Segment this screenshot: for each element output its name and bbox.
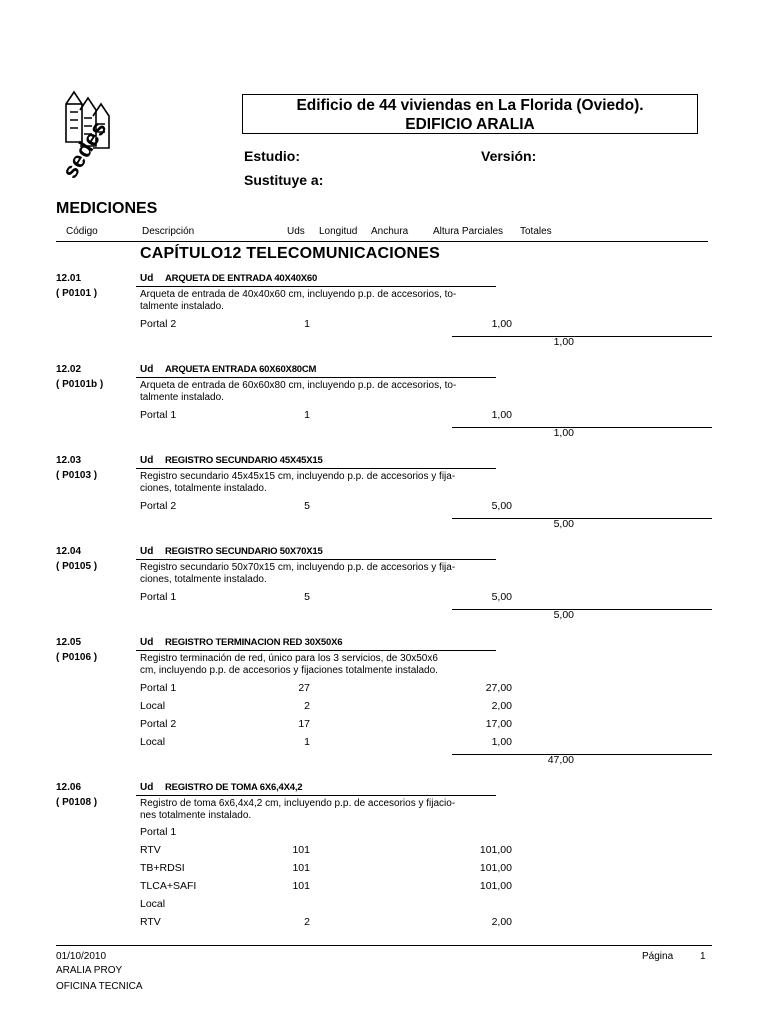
header-divider — [56, 241, 708, 242]
sum-rule — [452, 336, 712, 337]
item-name: REGISTRO SECUNDARIO 50X70X15 — [165, 546, 323, 557]
item-name: REGISTRO TERMINACION RED 30X50X6 — [165, 637, 343, 648]
sedes-logo — [60, 86, 130, 186]
item-total: 5,00 — [553, 518, 574, 530]
footer-project: ARALIA PROY — [56, 965, 123, 976]
line-parcial: 1,00 — [491, 409, 512, 421]
line-parcial: 2,00 — [491, 916, 512, 928]
section-title: MEDICIONES — [56, 200, 158, 217]
line-uds: 101 — [292, 862, 310, 874]
line-parcial: 1,00 — [491, 736, 512, 748]
line-label: Portal 2 — [140, 500, 177, 512]
line-label: TLCA+SAFI — [140, 880, 197, 892]
desc-line: cm, incluyendo p.p. de accesorios y fijaciones totalmente instalado. — [140, 665, 438, 676]
desc-line: ciones, totalmente instalado. — [140, 483, 267, 494]
building-name: EDIFICIO ARALIA — [405, 116, 535, 133]
desc-line: talmente instalado. — [140, 301, 224, 312]
line-label: Portal 2 — [140, 318, 177, 330]
item-unit: Ud — [140, 364, 154, 375]
item-unit: Ud — [140, 273, 154, 284]
logo-text: sedes — [60, 116, 112, 183]
item-code: 12.04 — [56, 546, 82, 557]
col-altura-parciales: Altura Parciales — [433, 226, 504, 237]
footer-page-label: Página — [642, 951, 674, 962]
item-code: 12.06 — [56, 782, 82, 793]
sum-rule — [452, 609, 712, 610]
item-title-rule — [136, 286, 496, 287]
line-parcial: 1,00 — [491, 318, 512, 330]
item-unit: Ud — [140, 637, 154, 648]
line-label: Local — [140, 898, 166, 910]
item-title-rule — [136, 559, 496, 560]
sum-rule — [452, 754, 712, 755]
sedes-logo-graphic — [60, 86, 130, 186]
line-label: TB+RDSI — [140, 862, 185, 874]
line-uds: 27 — [298, 682, 310, 694]
sum-rule — [452, 427, 712, 428]
line-label: Portal 1 — [140, 591, 177, 603]
line-uds: 2 — [304, 700, 310, 712]
item-title-rule — [136, 377, 496, 378]
item-description — [140, 562, 495, 586]
project-title-box — [242, 94, 698, 134]
line-label: Portal 1 — [140, 409, 177, 421]
line-uds: 101 — [292, 844, 310, 856]
desc-line: Arqueta de entrada de 60x60x80 cm, incluyendo p.p. de accesorios, to- — [140, 380, 457, 391]
item-code: 12.03 — [56, 455, 82, 466]
desc-line: Registro secundario 50x70x15 cm, incluyendo p.p. de accesorios y fija- — [140, 562, 456, 573]
desc-line: Registro terminación de red, único para los 3 servicios, de 30x50x6 — [140, 653, 438, 664]
item-name: REGISTRO SECUNDARIO 45X45X15 — [165, 455, 323, 466]
col-uds: Uds — [287, 226, 305, 237]
line-parcial: 101,00 — [479, 862, 512, 874]
estudio-label: Estudio: — [244, 148, 300, 164]
item-description — [140, 289, 495, 313]
line-uds: 2 — [304, 916, 310, 928]
footer-office: OFICINA TECNICA — [56, 981, 143, 992]
line-uds: 5 — [304, 591, 310, 603]
item-ref: ( P0105 ) — [56, 561, 98, 572]
line-label: Local — [140, 700, 166, 712]
footer-divider — [56, 945, 712, 946]
item-name: ARQUETA DE ENTRADA 40X40X60 — [165, 273, 318, 284]
item-name: ARQUETA ENTRADA 60X60X80CM — [165, 364, 317, 375]
line-parcial: 2,00 — [491, 700, 512, 712]
item-title-rule — [136, 650, 496, 651]
sustituye-label: Sustituye a: — [244, 172, 324, 188]
item-ref: ( P0101 ) — [56, 288, 98, 299]
line-uds: 1 — [304, 318, 310, 330]
desc-line: ciones, totalmente instalado. — [140, 574, 267, 585]
version-label: Versión: — [481, 148, 537, 164]
item-code: 12.05 — [56, 637, 82, 648]
desc-line: talmente instalado. — [140, 392, 224, 403]
item-ref: ( P0101b ) — [56, 379, 104, 390]
col-codigo: Código — [66, 226, 98, 237]
line-parcial: 5,00 — [491, 500, 512, 512]
line-parcial: 17,00 — [485, 718, 512, 730]
line-label: RTV — [140, 916, 161, 928]
item-total: 1,00 — [553, 427, 574, 439]
item-code: 12.02 — [56, 364, 82, 375]
item-unit: Ud — [140, 455, 154, 466]
item-description — [140, 653, 495, 677]
col-anchura: Anchura — [371, 226, 409, 237]
col-totales: Totales — [520, 226, 552, 237]
item-ref: ( P0108 ) — [56, 797, 98, 808]
project-title: Edificio de 44 viviendas en La Florida (Oviedo). — [296, 97, 644, 114]
line-uds: 101 — [292, 880, 310, 892]
item-name: REGISTRO DE TOMA 6X6,4X4,2 — [165, 782, 303, 793]
sum-rule — [452, 518, 712, 519]
line-label: Portal 1 — [140, 826, 177, 838]
desc-line: nes totalmente instalado. — [140, 810, 252, 821]
item-description — [140, 798, 495, 822]
line-parcial: 27,00 — [485, 682, 512, 694]
line-parcial: 101,00 — [479, 844, 512, 856]
footer-date: 01/10/2010 — [56, 951, 107, 962]
col-longitud: Longitud — [319, 226, 358, 237]
footer-page-number: 1 — [700, 951, 706, 962]
line-uds: 1 — [304, 409, 310, 421]
item-ref: ( P0106 ) — [56, 652, 98, 663]
line-label: Local — [140, 736, 166, 748]
line-label: RTV — [140, 844, 161, 856]
item-title-rule — [136, 468, 496, 469]
line-label: Portal 2 — [140, 718, 177, 730]
desc-line: Registro de toma 6x6,4x4,2 cm, incluyendo p.p. de accesorios y fijacio- — [140, 798, 456, 809]
item-ref: ( P0103 ) — [56, 470, 98, 481]
item-description — [140, 380, 495, 404]
line-uds: 1 — [304, 736, 310, 748]
line-parcial: 101,00 — [479, 880, 512, 892]
item-title-rule — [136, 795, 496, 796]
line-parcial: 5,00 — [491, 591, 512, 603]
item-unit: Ud — [140, 782, 154, 793]
line-uds: 5 — [304, 500, 310, 512]
desc-line: Arqueta de entrada de 40x40x60 cm, incluyendo p.p. de accesorios, to- — [140, 289, 457, 300]
item-total: 5,00 — [553, 609, 574, 621]
item-total: 1,00 — [553, 336, 574, 348]
item-code: 12.01 — [56, 273, 82, 284]
item-unit: Ud — [140, 546, 154, 557]
desc-line: Registro secundario 45x45x15 cm, incluyendo p.p. de accesorios y fija- — [140, 471, 456, 482]
line-label: Portal 1 — [140, 682, 177, 694]
chapter-title: CAPÍTULO12 TELECOMUNICACIONES — [140, 245, 441, 262]
line-uds: 17 — [298, 718, 310, 730]
item-total: 47,00 — [547, 754, 574, 766]
item-description — [140, 471, 495, 495]
col-descripcion: Descripción — [142, 226, 195, 237]
